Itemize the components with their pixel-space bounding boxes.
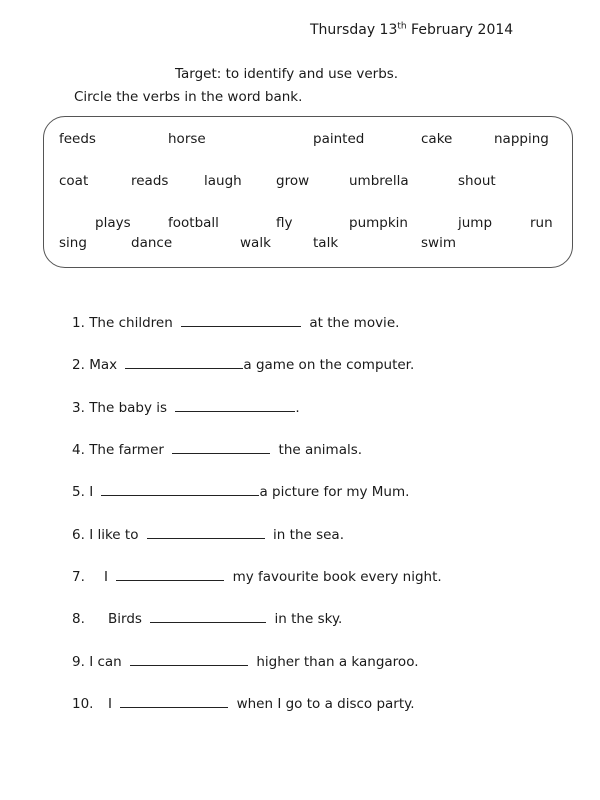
question-number: 10.: [72, 696, 94, 712]
question-text-before: The baby is: [89, 400, 168, 416]
question-6: [72, 526, 344, 543]
date-ordinal-suffix: th: [397, 21, 407, 32]
word-bank-word[interactable]: talk: [313, 235, 339, 251]
word-bank-word[interactable]: coat: [59, 173, 89, 189]
word-bank-word[interactable]: umbrella: [349, 173, 409, 189]
word-bank-word[interactable]: reads: [131, 173, 169, 189]
word-bank-word[interactable]: cake: [421, 131, 453, 147]
word-bank-box: [43, 116, 573, 268]
question-2: [72, 356, 414, 373]
question-8: [72, 610, 342, 627]
question-number: 4.: [72, 442, 85, 458]
word-bank-word[interactable]: jump: [458, 215, 493, 231]
word-bank-word[interactable]: horse: [168, 131, 206, 147]
question-9: [72, 653, 419, 670]
question-text-before: I can: [89, 654, 122, 670]
question-1: [72, 314, 399, 331]
question-text-before: I: [89, 484, 94, 500]
question-text-after: when I go to a disco party.: [236, 696, 415, 712]
answer-blank[interactable]: [172, 441, 270, 454]
answer-blank[interactable]: [120, 695, 228, 708]
question-text-after: in the sky.: [274, 611, 343, 627]
question-text-before: Max: [89, 357, 118, 373]
date-day: Thursday 13: [310, 22, 398, 38]
question-number: 5.: [72, 484, 85, 500]
word-bank-word[interactable]: walk: [240, 235, 271, 251]
word-bank-word[interactable]: grow: [276, 173, 310, 189]
question-4: [72, 441, 362, 458]
word-bank-word[interactable]: plays: [95, 215, 131, 231]
question-text-after: in the sea.: [273, 527, 344, 543]
question-number: 1.: [72, 315, 85, 331]
word-bank-word[interactable]: painted: [313, 131, 365, 147]
instruction-text: Circle the verbs in the word bank.: [74, 89, 303, 105]
question-text-before: I: [108, 696, 112, 712]
question-text-after: my favourite book every night.: [232, 569, 442, 585]
learning-target: Target: to identify and use verbs.: [175, 66, 399, 82]
word-bank-word[interactable]: napping: [494, 131, 549, 147]
question-number: 2.: [72, 357, 85, 373]
answer-blank[interactable]: [150, 610, 266, 623]
question-10: [72, 695, 415, 712]
question-number: 8.: [72, 611, 85, 627]
question-text-after: the animals.: [278, 442, 363, 458]
question-number: 9.: [72, 654, 85, 670]
answer-blank[interactable]: [130, 653, 248, 666]
answer-blank[interactable]: [175, 399, 295, 412]
word-bank-word[interactable]: sing: [59, 235, 87, 251]
question-3: [72, 399, 300, 416]
answer-blank[interactable]: [116, 568, 224, 581]
word-bank-word[interactable]: run: [530, 215, 553, 231]
word-bank-word[interactable]: swim: [421, 235, 456, 251]
question-text-before: Birds: [108, 611, 142, 627]
question-text-before: The children: [89, 315, 173, 331]
answer-blank[interactable]: [101, 483, 259, 496]
question-7: [72, 568, 442, 585]
question-text-after: at the movie.: [309, 315, 400, 331]
word-bank-word[interactable]: fly: [276, 215, 293, 231]
question-number: 3.: [72, 400, 85, 416]
word-bank-word[interactable]: dance: [131, 235, 173, 251]
word-bank-word[interactable]: football: [168, 215, 219, 231]
question-text-after: higher than a kangaroo.: [256, 654, 419, 670]
question-text-before: I: [104, 569, 108, 585]
question-text-after: a picture for my Mum.: [259, 484, 410, 500]
answer-blank[interactable]: [147, 526, 265, 539]
question-text-before: The farmer: [89, 442, 164, 458]
worksheet-date: [310, 22, 513, 38]
question-text-after: .: [295, 400, 300, 416]
answer-blank[interactable]: [181, 314, 301, 327]
word-bank-word[interactable]: laugh: [204, 173, 242, 189]
question-text-before: I like to: [89, 527, 139, 543]
date-month-year: February 2014: [406, 22, 514, 38]
word-bank-word[interactable]: shout: [458, 173, 496, 189]
question-number: 6.: [72, 527, 85, 543]
answer-blank[interactable]: [125, 356, 243, 369]
question-5: [72, 483, 409, 500]
question-number: 7.: [72, 569, 85, 585]
word-bank-word[interactable]: pumpkin: [349, 215, 408, 231]
question-text-after: a game on the computer.: [243, 357, 415, 373]
word-bank-word[interactable]: feeds: [59, 131, 96, 147]
